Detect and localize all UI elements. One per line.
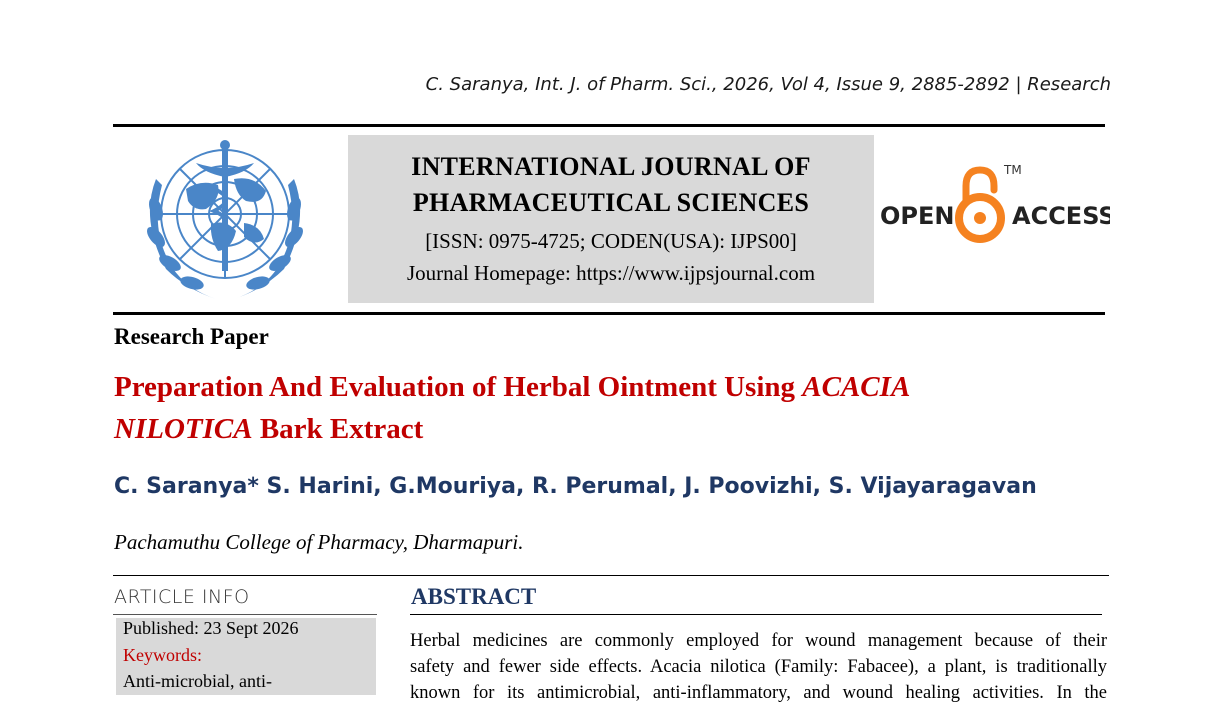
abstract-rule <box>410 614 1102 615</box>
abstract-body <box>410 628 1107 706</box>
author-list: C. Saranya* S. Harini, G.Mouriya, R. Perumal, J. Poovizhi, S. Vijayaragavan <box>114 474 1037 499</box>
paper-title-part2: Bark Extract <box>252 413 424 445</box>
journal-homepage[interactable]: Journal Homepage: https://www.ijpsjournal.com <box>406 261 816 285</box>
open-access-padlock-icon <box>959 170 1001 239</box>
open-access-logo <box>880 160 1110 255</box>
journal-title-line2: PHARMACEUTICAL SCIENCES <box>412 188 810 217</box>
journal-title-box <box>348 135 874 303</box>
header-top-rule <box>113 124 1105 127</box>
keywords-text: Anti-microbial, anti- <box>123 671 272 691</box>
paper-type-label: Research Paper <box>114 324 269 349</box>
abstract-line: safety and fewer side effects. Acacia nilotica (Family: Fabacee), a plant, is traditionally <box>410 657 1107 677</box>
article-info-box <box>116 618 376 695</box>
published-date: Published: 23 Sept 2026 <box>123 618 299 638</box>
journal-emblem-icon <box>126 139 324 307</box>
paper-title <box>114 366 1114 450</box>
author-affiliation: Pachamuthu College of Pharmacy, Dharmapuri. <box>114 530 524 554</box>
section-divider <box>113 575 1109 576</box>
journal-issn: [ISSN: 0975-4725; CODEN(USA): IJPS00] <box>425 229 797 253</box>
open-access-open-text: OPEN <box>880 202 955 230</box>
open-access-access-text: ACCESS <box>1012 202 1110 230</box>
article-info-heading: ARTICLE INFO <box>114 586 250 608</box>
running-header-citation: C. Saranya, Int. J. of Pharm. Sci., 2026, Vol 4, Issue 9, 2885-2892 | Research <box>425 74 1111 95</box>
paper-title-italic2: NILOTICA <box>114 413 253 445</box>
keywords-label: Keywords: <box>123 645 202 665</box>
article-info-rule <box>113 614 377 615</box>
open-access-tm: TM <box>1004 163 1022 177</box>
paper-title-italic1: ACACIA <box>802 371 911 403</box>
abstract-line: known for its antimicrobial, anti-inflammatory, and wound healing activities. In the <box>410 683 1107 703</box>
journal-title-line1: INTERNATIONAL JOURNAL OF <box>411 152 811 181</box>
paper-title-part1: Preparation And Evaluation of Herbal Ointment Using <box>114 371 803 403</box>
header-bottom-rule <box>113 312 1105 315</box>
abstract-line: Herbal medicines are commonly employed for wound management because of their <box>410 631 1107 651</box>
abstract-heading: ABSTRACT <box>411 584 537 609</box>
